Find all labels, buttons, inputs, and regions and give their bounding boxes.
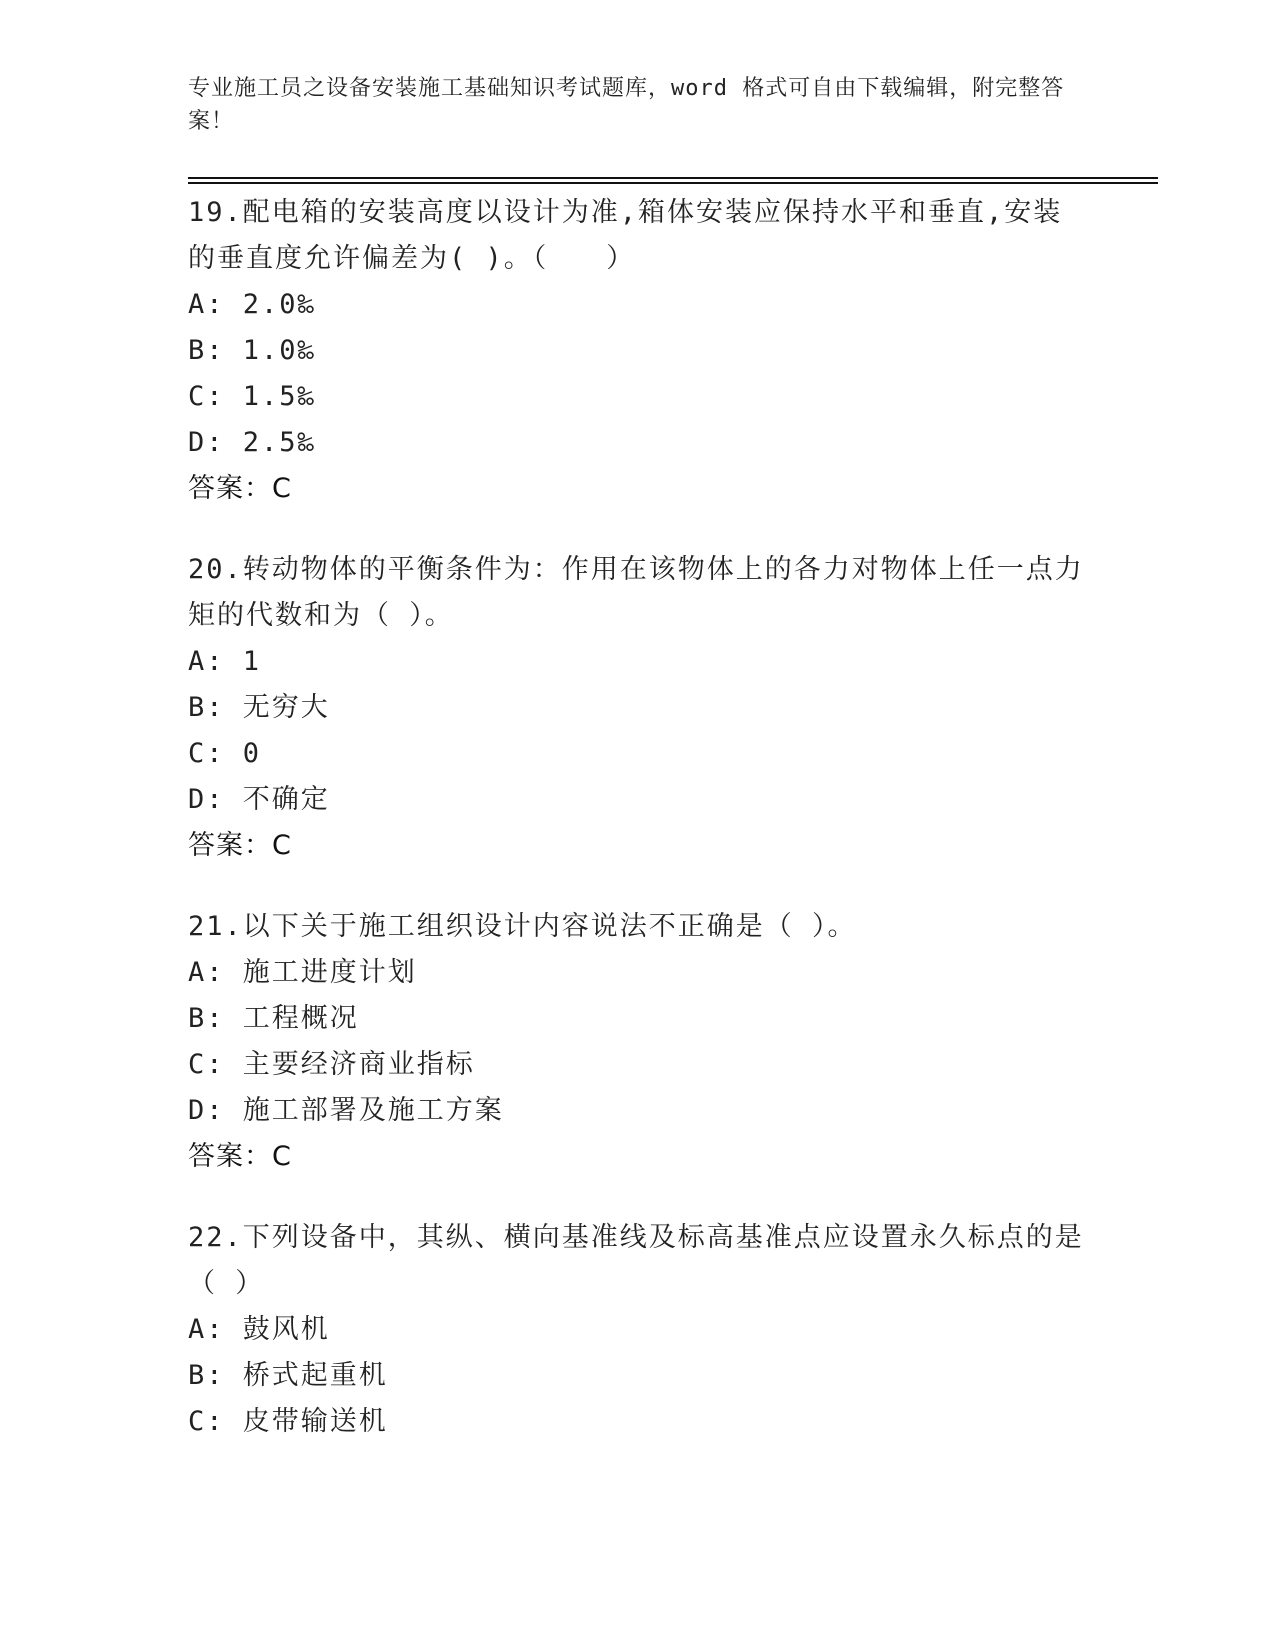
- header-divider-bottom: [188, 182, 1158, 184]
- option-b: B: 1.0‰: [188, 335, 316, 366]
- question-stem: 20.转动物体的平衡条件为：作用在该物体上的各力对物体上任一点力矩的代数和为（ ）。: [188, 554, 1084, 631]
- option-d: D: 不确定: [188, 784, 330, 815]
- header-divider-top: [188, 177, 1158, 179]
- option-b: B: 工程概况: [188, 1003, 359, 1034]
- option-d: D: 2.5‰: [188, 427, 316, 458]
- option-c: C: 主要经济商业指标: [188, 1049, 475, 1080]
- option-d: D: 施工部署及施工方案: [188, 1095, 504, 1126]
- question-stem: 21.以下关于施工组织设计内容说法不正确是（ ）。: [188, 911, 857, 942]
- option-a: A: 施工进度计划: [188, 957, 417, 988]
- option-b: B: 无穷大: [188, 692, 330, 723]
- option-c: C: 皮带输送机: [188, 1406, 388, 1437]
- question-20: [188, 547, 1088, 869]
- answer-line: 答案：C: [188, 830, 292, 861]
- question-22: [188, 1215, 1088, 1445]
- question-stem: 22.下列设备中，其纵、横向基准线及标高基准点应设置永久标点的是（ ）: [188, 1222, 1084, 1299]
- option-a: A: 1: [188, 646, 262, 677]
- option-c: C: 1.5‰: [188, 381, 316, 412]
- option-a: A: 鼓风机: [188, 1314, 330, 1345]
- answer-line: 答案：C: [188, 1141, 292, 1172]
- document-header: 专业施工员之设备安装施工基础知识考试题库，word 格式可自由下载编辑，附完整答案！: [188, 76, 1065, 134]
- question-21: [188, 904, 1088, 1180]
- option-c: C: 0: [188, 738, 262, 769]
- question-stem: 19.配电箱的安装高度以设计为准,箱体安装应保持水平和垂直,安装的垂直度允许偏差为( )。（ ）: [188, 197, 1063, 274]
- question-19: [188, 190, 1088, 512]
- question-list: [188, 190, 1088, 1480]
- answer-line: 答案：C: [188, 473, 292, 504]
- option-b: B: 桥式起重机: [188, 1360, 388, 1391]
- option-a: A: 2.0‰: [188, 289, 316, 320]
